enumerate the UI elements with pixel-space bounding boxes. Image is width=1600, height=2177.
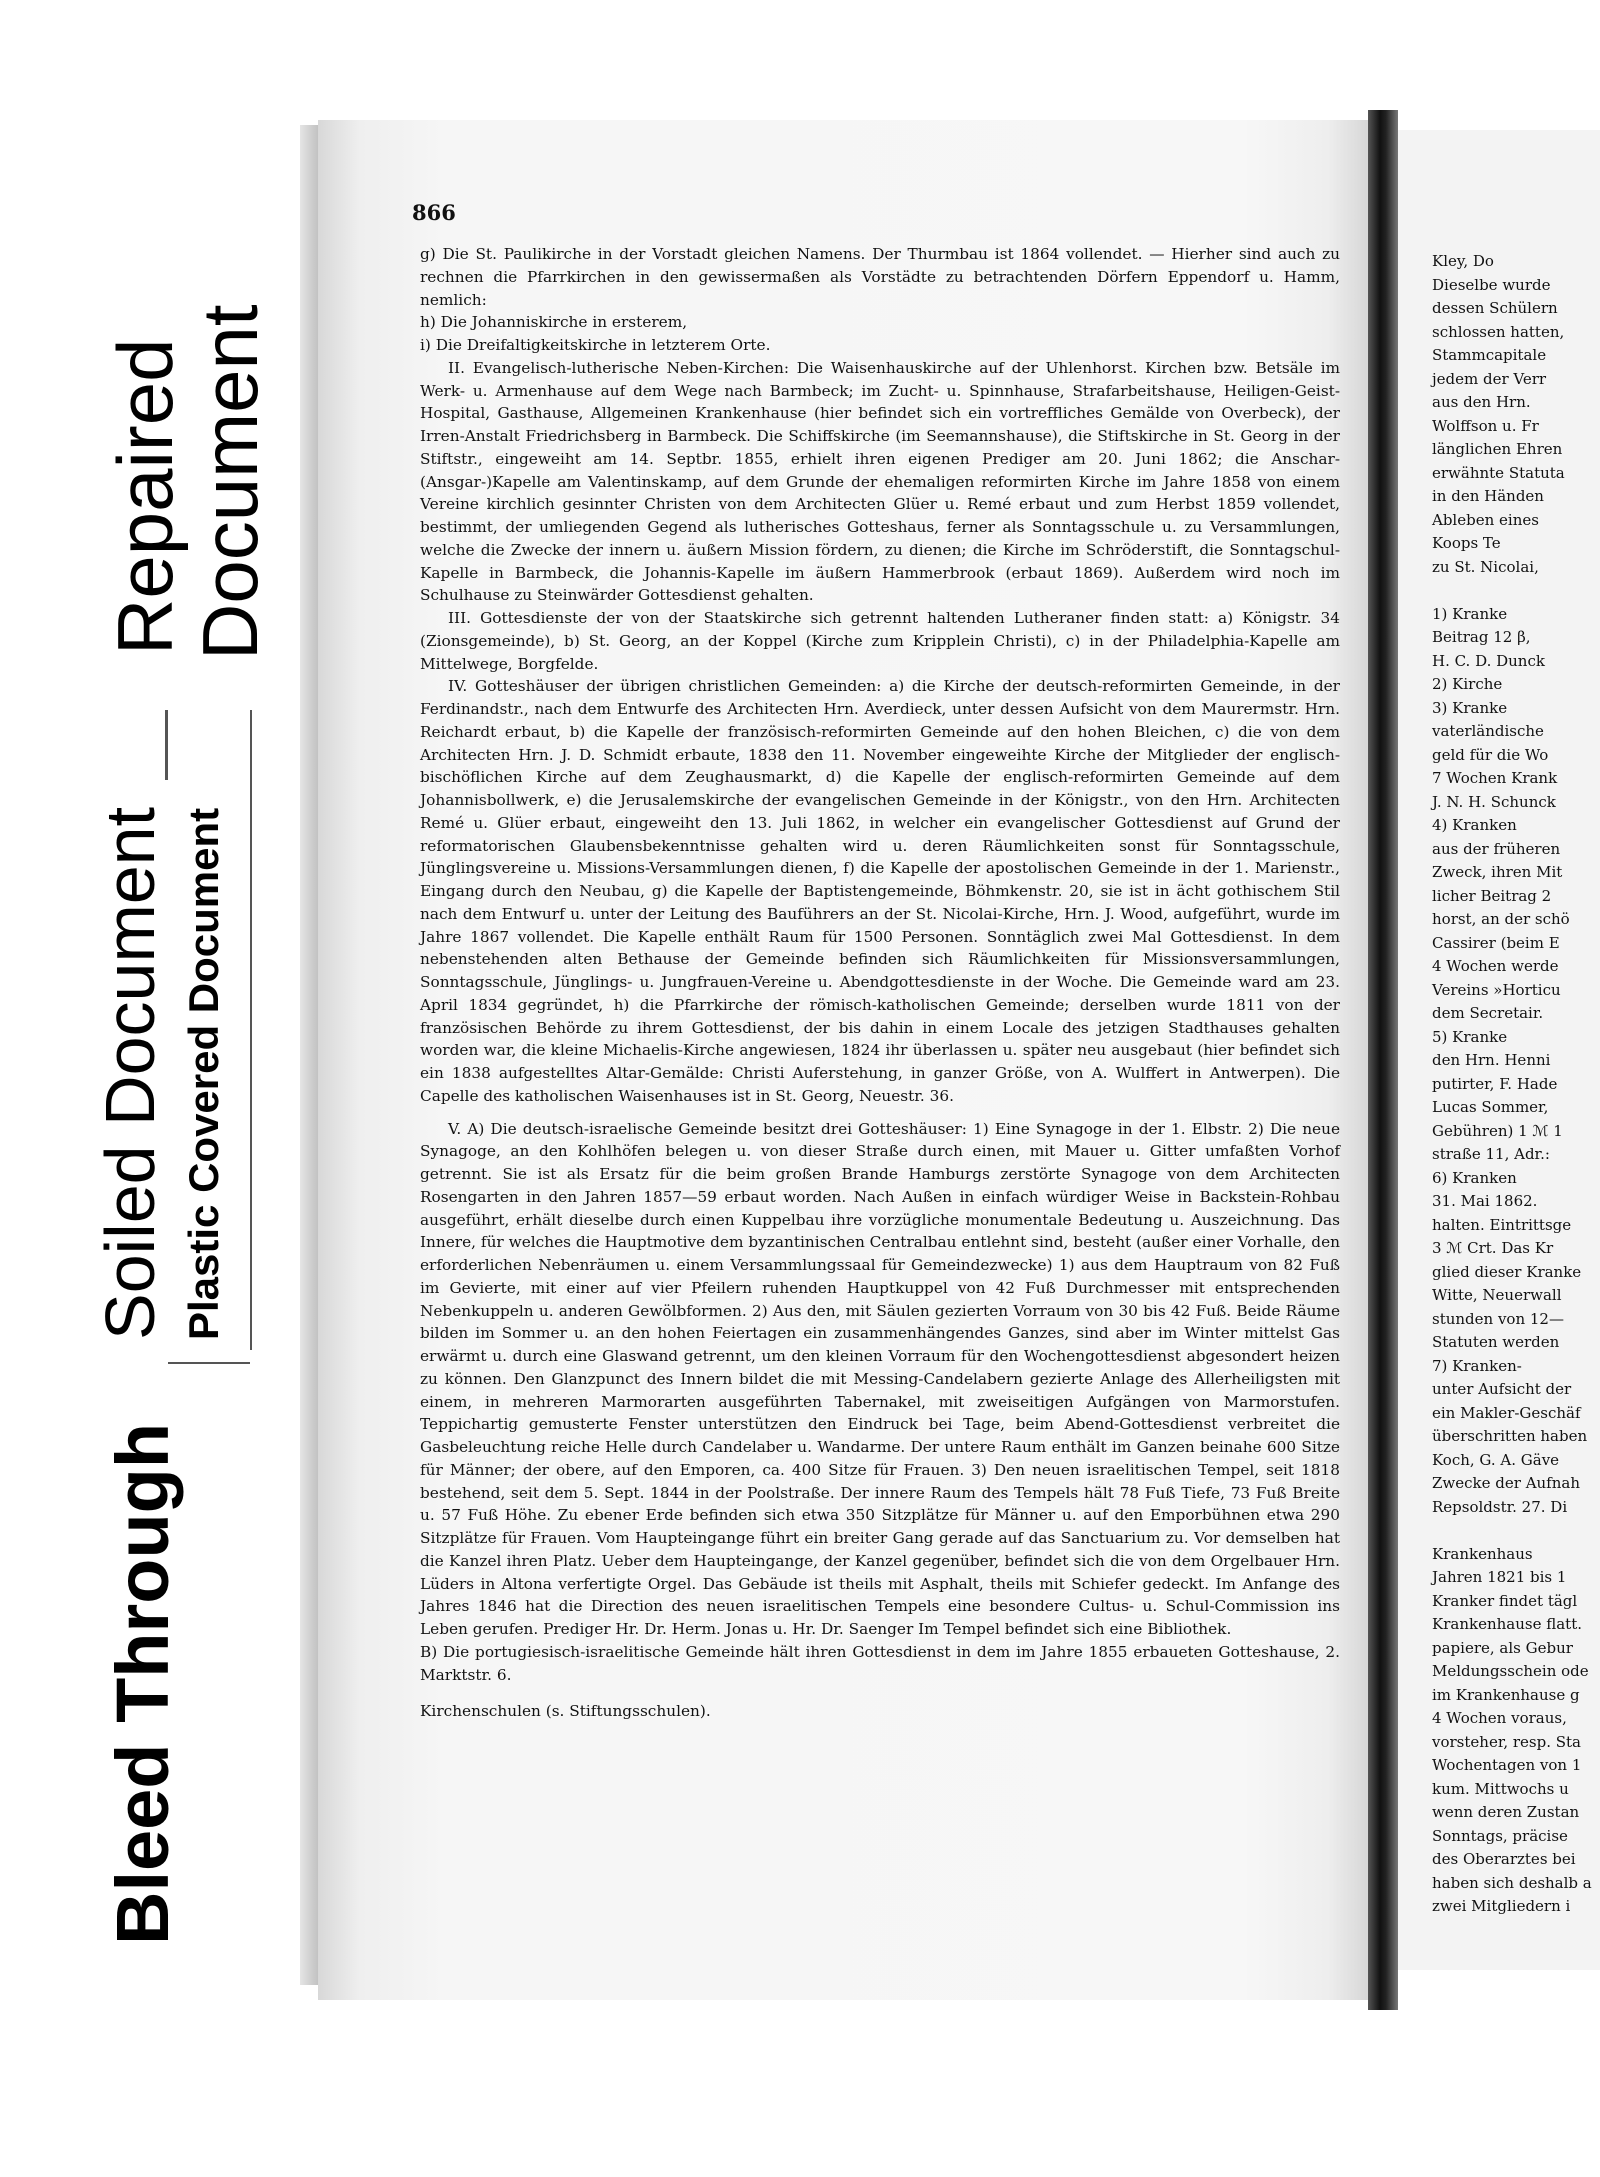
label-separator	[250, 710, 252, 1350]
paragraph: III. Gottesdienste der von der Staatskirche sich getrennt haltenden Lutheraner finden statt: a) Königstr. 34 (Zionsgemeinde), b) St. Georg, an der Koppel (Kirche zum Kripplein Christi), c) in der Philadelphia-Kapelle am Mittelwege, Borgfelde.	[420, 609, 1340, 673]
paragraph: II. Evangelisch-lutherische Neben-Kirchen: Die Waisenhauskirche auf der Uhlenhorst. Kirchen bzw. Betsäle im Werk- u. Armenhause auf dem Wege nach Barmbeck; im Zucht- u. Spinnhause, Strafarbeitshause, Heiligen-Geist-Hospital, Gasthause, Allgemeinen Krankenhause (hier befindet sich ein vortreffliches Gemälde von Overbeck), der Irren-Anstalt Friedrichsberg in Barmbeck. Die Schiffskirche (im Seemannshause), die Stiftskirche in St. Georg in der Stiftstr., eingeweiht am 14. Septbr. 1855, erhielt ihren eigenen Prediger am 20. Juni 1862; die Anschar-(Ansgar-)Kapelle am Valentinskamp, auf dem Grunde der ehemaligen reformirten Kirche im Jahre 1858 von einem Vereine kirchlich gesinnter Christen von dem Architecten Glüer u. Remé erbaut und zum Herbst 1859 vollendet, bestimmt, der umliegenden Gegend als lutherisches Gotteshaus, ferner als Sonntagsschule u. zu Versammlungen, welche die Zwecke der innern u. äußern Mission fördern, zu dienen; die Kirche im Schröderstift, die Sonntagschul-Kapelle in Barmbeck, die Johannis-Kapelle im äußern Hammerbrook (erbaut 1869). Außerdem wird noch im Schulhause zu Steinwärder Gottesdienst gehalten.	[420, 358, 1340, 605]
label-plastic-covered: Plastic Covered Document	[180, 807, 227, 1340]
right-page-line: zwei Mitgliedern i	[1432, 1897, 1571, 1915]
right-page-line: überschritten haben	[1432, 1427, 1588, 1445]
right-page-line: straße 11, Adr.:	[1432, 1145, 1550, 1163]
label-separator	[165, 710, 168, 780]
right-page-line: licher Beitrag 2	[1432, 886, 1552, 905]
right-page-line: schlossen hatten,	[1432, 322, 1565, 341]
right-page-line: 6) Kranken	[1432, 1168, 1517, 1187]
right-page-line: Beitrag 12 β,	[1432, 628, 1531, 646]
right-page-line: Wochentagen von 1	[1432, 1756, 1582, 1774]
paragraph: IV. Gotteshäuser der übrigen christlichen Gemeinden: a) die Kirche der deutsch-reformirten Gemeinde, in der Ferdinandstr., nach dem Entwurfe des Architecten Hrn. Averdieck, unter dessen Aufsicht von dem Maurermstr. Hrn. Reichardt erbaut, b) die Kapelle der französisch-reformirten Gemeinde auf den hohen Bleichen, c) die von dem Architecten Hrn. J. D. Schmidt erbaute, 1838 den 11. November eingeweihte Kirche der Mitglieder der englisch-bischöflichen Kirche auf dem Zeughausmarkt, d) die Kapelle der englisch-reformirten Gemeinde auf dem Johannisbollwerk, e) die Jerusalemskirche der evangelischen Gemeinde in der Königstr., von den Hrn. Architecten Remé u. Glüer erbaut, eingeweiht den 13. Juli 1862, in welcher ein evangelischer Gottesdienst auf Grund der reformatorischen Glaubensbekenntnisse gehalten wird u. deren Räumlichkeiten sonst für Sonntagsschule, Jünglingsvereine u. Missions-Versammlungen dienen, f) die Kapelle der apostolischen Gemeinde in der 1. Marienstr., Eingang durch den Neubau, g) die Kapelle der Baptistengemeinde, Böhmkenstr. 20, sie ist in ächt gothischem Stil nach dem Entwurf u. unter der Leitung des Bauführers an der St. Nicolai-Kirche, Hrn. J. Wood, aufgeführt, wurde im Jahre 1867 vollendet. Die Kapelle enthält Raum für 1500 Personen. Sonntäglich zwei Mal Gottesdienst. In dem nebenstehenden alten Bethause der Gemeinde befinden sich Räumlichkeiten für Missionsversammlungen, Sonntagsschule, Jünglings- u. Jungfrauen-Vereine u. Abendgottesdienste in der Woche. Die Gemeinde ward am 23. April 1834 gegründet, h) die Pfarrkirche der römisch-katholischen Gemeinde; derselben wurde 1811 von der französischen Behörde zu ihrem Gottesdienst, der bis dahin in einem Locale des jetzigen Stadthauses gehalten worden war, die kleine Michaelis-Kirche angewiesen, 1824 ihr überlassen u. später neu ausgebaut (hier befindet sich ein 1838 aufgestelltes Altar-Gemälde: Christi Auferstehung, in ganzer Größe, von A. Wulffert in Antwerpen). Die Capelle des katholischen Waisenhauses ist in St. Georg, Neuestr. 36.	[420, 677, 1340, 1105]
label-bleed-through: Bleed Through	[101, 1422, 184, 1945]
right-page-line: 5) Kranke	[1432, 1027, 1508, 1046]
right-page-line: im Krankenhause g	[1432, 1685, 1580, 1704]
right-page-line: 3 ℳ Crt. Das Kr	[1432, 1239, 1554, 1257]
right-page-line: Repsoldstr. 27. Di	[1432, 1497, 1568, 1516]
right-page-line: Koch, G. A. Gäve	[1432, 1450, 1560, 1469]
right-page-line: glied dieser Kranke	[1432, 1262, 1582, 1281]
right-page-line: vaterländische	[1432, 722, 1544, 740]
right-page-line: unter Aufsicht der	[1432, 1380, 1572, 1398]
label-separator	[168, 1362, 250, 1364]
book-gutter	[1368, 110, 1398, 2010]
right-page-line: Statuten werden	[1432, 1333, 1560, 1351]
right-page-line: Wolffson u. Fr	[1432, 416, 1539, 435]
right-page-line: 4 Wochen werde	[1432, 957, 1559, 975]
right-page-line: zu St. Nicolai,	[1432, 557, 1539, 576]
label-repaired: Repaired	[101, 338, 189, 655]
right-page-line: Vereins »Horticu	[1432, 980, 1561, 999]
page-text	[420, 243, 1340, 1723]
right-page-line: Kranker findet tägl	[1432, 1591, 1578, 1610]
right-page-line: 31. Mai 1862.	[1432, 1192, 1538, 1210]
right-page-line: Kley, Do	[1432, 252, 1494, 270]
right-page-line: 7) Kranken-	[1432, 1356, 1522, 1375]
right-page-line: dem Secretair.	[1432, 1004, 1544, 1022]
paragraph: B) Die portugiesisch-israelitische Gemeinde hält ihren Gottesdienst in dem im Jahre 1855 erbaueten Gotteshause, 2. Marktstr. 6.	[420, 1642, 1340, 1684]
right-page-line: jedem der Verr	[1432, 369, 1547, 388]
right-page-line: Zwecke der Aufnah	[1432, 1474, 1581, 1492]
right-page-line: 4 Wochen voraus,	[1432, 1709, 1567, 1727]
right-page-line: geld für die Wo	[1432, 745, 1549, 764]
right-page-line: 7 Wochen Krank	[1432, 769, 1558, 787]
paragraph: V. A) Die deutsch-israelische Gemeinde besitzt drei Gotteshäuser: 1) Eine Synagoge in der 1. Elbstr. 2) Die neue Synagoge, an den Kohlhöfen belegen u. von dieser Straße durch einen, mit Mauer u. Gitter umfaßten Vorhof getrennt. Sie ist als Ersatz für die beim großen Brande Hamburgs zerstörte Synagoge von dem Architecten Rosengarten in den Jahren 1857—59 erbaut worden. Nach Außen in einfach würdiger Weise in Backstein-Rohbau ausgeführt, erhält dieselbe durch einen Kuppelbau ihre vorzügliche monumentale Bedeutung u. Auszeichnung. Das Innere, für welches die Hauptmotive dem byzantinischen Centralbau entlehnt sind, besteht (außer einer Vorhalle, den erforderlichen Nebenräumen u. einem Versammlungssaal für Gemeindezwecke) 1) aus dem Hauptraum von 82 Fuß im Gevierte, mit einer auf vier Pfeilern ruhenden Hauptkuppel von 42 Fuß Durchmesser mit entsprechenden Nebenkuppeln u. anderen Gewölbformen. 2) Aus den, mit Säulen gezierten Vorraum von 30 bis 42 Fuß. Beide Räume bilden im Sommer u. an den hohen Feiertagen ein zusammenhängendes Ganzes, sind aber im Winter mittelst Gas erwärmt u. durch eine Glaswand getrennt, um den kleinen Vorraum für den Wochengottesdienst abgesondert heizen zu können. Den Glanzpunct des Innern bildet die mit Messing-Candelabern gezierte Anlage des Allerheiligsten mit einem, in mehreren Marmorarten ausgeführten Tabernakel, mit zweiseitigen Aufgängen von Marmorstufen. Teppichartig gemusterte Fenster unterstützen den Eindruck bei Tage, beim Abend-Gottesdienst verbreitet die Gasbeleuchtung reiche Helle durch Candelaber u. Wandarme. Der untere Raum enthält im Ganzen beinahe 600 Sitze für Männer; der obere, auf den Emporen, ca. 400 Sitze für Frauen. 3) Den neuen israelitischen Tempel, seit 1818 bestehend, seit dem 5. Sept. 1844 in der Poolstraße. Der innere Raum des Tempels hält 78 Fuß Tiefe, 73 Fuß Breite u. 57 Fuß Höhe. Zu ebener Erde befinden sich etwa 350 Sitzplätze für Männer u. auf den Emporbühnen etwa 290 Sitzplätze für Frauen. Vom Haupteingange führt ein breiter Gang gerade auf das Sanctuarium zu. Vor demselben hat die Kanzel ihren Platz. Ueber dem Haupteingange, der Kanzel gegenüber, befindet sich die von dem Orgelbauer Hrn. Lüders in Altona verfertigte Orgel. Das Gebäude ist theils mit Asphalt, theils mit Schiefer gedeckt. Im Anfange des Jahres 1846 hat die Direction des neuen israelitischen Tempels eine besondere Cultus- u. Schul-Commission ins Leben gerufen. Prediger Hr. Dr. Herm. Jonas u. Hr. Dr. Saenger Im Tempel befindet sich eine Bibliothek.	[420, 1119, 1340, 1638]
right-page-line: Jahren 1821 bis 1	[1432, 1568, 1567, 1586]
right-page-line: dessen Schülern	[1432, 299, 1558, 317]
right-page-line: halten. Eintrittsge	[1432, 1215, 1572, 1234]
right-page-line: wenn deren Zustan	[1432, 1803, 1580, 1821]
label-repaired-document: Document	[186, 304, 274, 660]
right-page-line: Koops Te	[1432, 534, 1501, 552]
right-page-line	[1432, 579, 1600, 603]
right-page-line: J. N. H. Schunck	[1432, 792, 1556, 811]
right-page-line: Stammcapitale	[1432, 346, 1547, 364]
right-page-line: Krankenhaus	[1432, 1544, 1533, 1563]
right-page-line: Krankenhause flatt.	[1432, 1615, 1582, 1633]
right-page-line: vorsteher, resp. Sta	[1432, 1732, 1582, 1751]
right-page-line: 1) Kranke	[1432, 604, 1508, 623]
paragraph: Kirchenschulen (s. Stiftungsschulen).	[420, 1702, 711, 1721]
right-page-line: Lucas Sommer,	[1432, 1098, 1549, 1116]
right-page-line: Meldungsschein ode	[1432, 1662, 1589, 1680]
page-number: 866	[412, 200, 456, 225]
right-page-line: H. C. D. Dunck	[1432, 651, 1545, 670]
right-page-line: Cassirer (beim E	[1432, 933, 1560, 952]
right-page-line: horst, an der schö	[1432, 910, 1570, 928]
paragraph: g) Die St. Paulikirche in der Vorstadt gleichen Namens. Der Thurmbau ist 1864 vollendet. — Hierher sind auch zu rechnen die Pfarrkirchen in den gewissermaßen als Vorstädte zu betrachtenden Dörfern Eppendorf u. Hamm, nemlich:	[420, 245, 1340, 309]
paragraph: i) Die Dreifaltigkeitskirche in letzterem Orte.	[420, 336, 771, 354]
right-page-line: Ableben eines	[1432, 510, 1539, 529]
label-soiled-document: Soiled Document	[91, 806, 169, 1340]
right-page-line: 2) Kirche	[1432, 675, 1503, 693]
right-page-line: putirter, F. Hade	[1432, 1074, 1558, 1093]
right-page-text	[1432, 250, 1600, 1919]
right-page-line: aus den Hrn.	[1432, 393, 1531, 411]
right-page-line: erwähnte Statuta	[1432, 463, 1565, 482]
right-page-line	[1432, 1519, 1600, 1543]
right-page-line: Zweck, ihren Mit	[1432, 863, 1563, 881]
right-page-line: länglichen Ehren	[1432, 440, 1563, 458]
right-page-line: aus der früheren	[1432, 839, 1561, 858]
paragraph: h) Die Johanniskirche in ersterem,	[420, 313, 688, 332]
right-page-line: des Oberarztes bei	[1432, 1850, 1576, 1868]
right-page-line: haben sich deshalb a	[1432, 1873, 1592, 1892]
right-page-line: den Hrn. Henni	[1432, 1051, 1551, 1069]
right-page-line: papiere, als Gebur	[1432, 1638, 1573, 1657]
right-page-line: stunden von 12—	[1432, 1309, 1564, 1328]
right-page-line: Sonntags, präcise	[1432, 1826, 1568, 1845]
right-page-line: 3) Kranke	[1432, 698, 1508, 717]
right-page-line: ein Makler-Geschäf	[1432, 1403, 1581, 1422]
distortion-labels	[0, 0, 274, 2177]
right-page-line: in den Händen	[1432, 487, 1544, 505]
right-page-line: Gebühren) 1 ℳ 1	[1432, 1121, 1563, 1140]
right-page-line: Dieselbe wurde	[1432, 275, 1551, 294]
right-page-line: kum. Mittwochs u	[1432, 1779, 1569, 1798]
right-page-line: Witte, Neuerwall	[1432, 1286, 1562, 1304]
right-page-line: 4) Kranken	[1432, 816, 1517, 834]
